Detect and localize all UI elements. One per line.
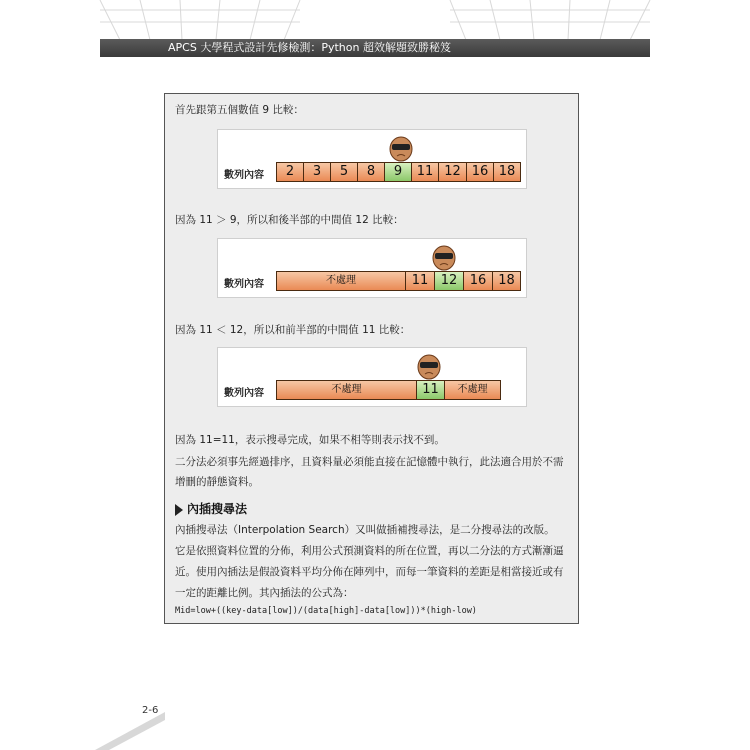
array-cell: 2 <box>277 163 304 181</box>
array-cell: 18 <box>494 163 520 181</box>
triangle-bullet-icon <box>175 504 183 516</box>
page-number: 2-6 <box>142 705 159 716</box>
section-title <box>175 500 247 517</box>
paragraph-2-line-1: 內插搜尋法（Interpolation Search）又叫做插補搜尋法，是二分搜尋法的改版。 <box>175 524 555 536</box>
text-line-4: 因為 11=11，表示搜尋完成，如果不相等則表示找不到。 <box>175 434 445 446</box>
row-label: 數列內容 <box>224 170 264 181</box>
array-cell: 5 <box>331 163 358 181</box>
array-panel-1 <box>217 129 527 189</box>
array-cell-highlighted: 9 <box>385 163 412 181</box>
paragraph-2-line-4: 一定的距離比例。其內插法的公式為： <box>175 587 354 599</box>
face-icon <box>431 243 457 271</box>
paragraph-2-line-3: 近。使用內插法是假設資料平均分佈在陣列中，而每一筆資料的差距是相當接近或有 <box>175 566 564 578</box>
running-header: APCS 大學程式設計先修檢測：Python 超效解題致勝秘笈 <box>100 39 650 57</box>
face-icon <box>416 352 442 380</box>
array-cell-highlighted: 11 <box>417 381 445 399</box>
array-strip <box>276 271 521 291</box>
array-cell: 8 <box>358 163 385 181</box>
array-cell: 11 <box>412 163 439 181</box>
paragraph-2-line-2: 它是依照資料位置的分佈，利用公式預測資料的所在位置，再以二分法的方式漸漸逼 <box>175 545 564 557</box>
formula: Mid=low+((key-data[low])/(data[high]-data[low]))*(high-low) <box>175 606 477 616</box>
array-panel-2 <box>217 238 527 298</box>
array-strip <box>276 380 501 400</box>
array-panel-3 <box>217 347 527 407</box>
content-box <box>164 93 579 624</box>
array-cell: 18 <box>493 272 520 290</box>
paragraph-1-line-2: 增刪的靜態資料。 <box>175 476 259 488</box>
array-cell: 11 <box>406 272 435 290</box>
section-title-text: 內插搜尋法 <box>187 502 248 516</box>
row-label: 數列內容 <box>224 279 264 290</box>
array-cell-skipped: 不處理 <box>277 272 406 290</box>
array-cell: 16 <box>464 272 493 290</box>
text-line-3: 因為 11 ＜ 12，所以和前半部的中間值 11 比較： <box>175 324 411 336</box>
array-cell: 12 <box>439 163 467 181</box>
text-line-2: 因為 11 ＞ 9，所以和後半部的中間值 12 比較： <box>175 214 404 226</box>
row-label: 數列內容 <box>224 388 264 399</box>
text-line-1: 首先跟第五個數值 9 比較： <box>175 104 304 116</box>
array-cell-skipped: 不處理 <box>445 381 500 399</box>
array-cell-skipped: 不處理 <box>277 381 417 399</box>
array-cell: 3 <box>304 163 331 181</box>
array-cell-highlighted: 12 <box>435 272 464 290</box>
array-cell: 16 <box>467 163 494 181</box>
array-strip <box>276 162 521 182</box>
paragraph-1-line-1: 二分法必須事先經過排序，且資料量必須能直接在記憶體中執行，此法適合用於不需 <box>175 456 564 468</box>
face-icon <box>388 134 414 162</box>
